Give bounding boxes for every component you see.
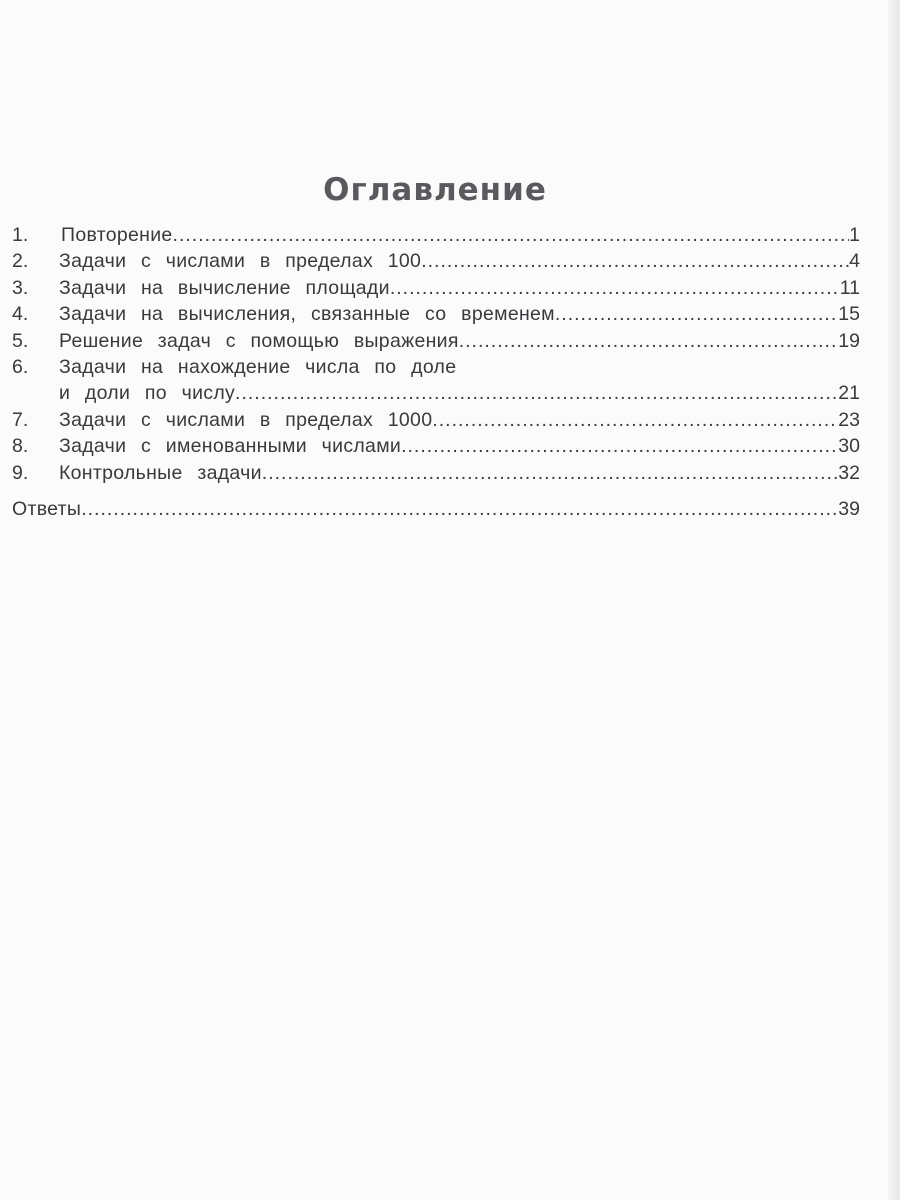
toc-entry-6-continued[interactable] bbox=[12, 380, 860, 406]
toc-entry-3[interactable] bbox=[12, 275, 860, 301]
toc-entry-1[interactable] bbox=[12, 222, 860, 248]
dot-leader bbox=[81, 496, 838, 522]
toc-entry-title: Контрольные задачи bbox=[59, 461, 262, 484]
toc-entry-page: 19 bbox=[838, 329, 860, 352]
toc-entry-page: 11 bbox=[839, 276, 860, 299]
dot-leader bbox=[432, 407, 838, 433]
toc-entry-number: 6. bbox=[12, 355, 29, 378]
dot-leader bbox=[459, 328, 839, 354]
toc-entry-page: 32 bbox=[838, 461, 860, 484]
page-edge bbox=[888, 0, 900, 1200]
toc-answers-title: Ответы bbox=[12, 497, 82, 520]
toc-entry-page: 4 bbox=[849, 250, 860, 273]
toc-entry-9[interactable] bbox=[12, 460, 860, 486]
toc-entry-5[interactable] bbox=[12, 328, 860, 354]
toc-entry-page: 15 bbox=[838, 303, 860, 326]
toc-entry-8[interactable] bbox=[12, 433, 860, 459]
toc-answers-page: 39 bbox=[838, 497, 860, 520]
toc-entry-page: 23 bbox=[838, 408, 860, 431]
page-title: Оглавление bbox=[323, 172, 547, 208]
toc-entry-title: Задачи с числами в пределах 1000 bbox=[59, 408, 433, 431]
toc-entry-title: Задачи с именованными числами bbox=[59, 435, 402, 458]
toc-entry-7[interactable] bbox=[12, 407, 860, 433]
dot-leader bbox=[401, 433, 838, 459]
toc-entry-page: 1 bbox=[849, 224, 860, 246]
toc-entry-number: 9. bbox=[12, 461, 29, 484]
dot-leader bbox=[390, 275, 840, 301]
table-of-contents bbox=[12, 222, 860, 522]
toc-entry-number: 5. bbox=[12, 329, 29, 352]
toc-entry-title: Задачи на нахождение числа по доле bbox=[59, 355, 457, 378]
dot-leader bbox=[173, 222, 850, 248]
toc-entry-number: 2. bbox=[12, 250, 29, 273]
toc-entry-title: Решение задач с помощью выражения bbox=[59, 329, 459, 352]
dot-leader bbox=[555, 301, 838, 327]
dot-leader bbox=[421, 248, 849, 274]
dot-leader bbox=[235, 380, 838, 406]
toc-entry-number: 4. bbox=[12, 303, 29, 326]
toc-entry-2[interactable] bbox=[12, 248, 860, 274]
toc-entry-number: 8. bbox=[12, 435, 29, 458]
toc-entry-page: 21 bbox=[838, 382, 860, 405]
toc-entry-number: 1. bbox=[12, 224, 29, 246]
toc-entry-4[interactable] bbox=[12, 301, 860, 327]
toc-entry-title: Задачи на вычисления, связанные со временем bbox=[59, 303, 555, 326]
toc-entry-title: Повторение bbox=[61, 224, 173, 246]
toc-entry-number: 3. bbox=[12, 276, 29, 299]
toc-entry-title: Задачи на вычисление площади bbox=[59, 276, 390, 299]
toc-entry-number: 7. bbox=[12, 408, 29, 431]
toc-entry-6[interactable] bbox=[12, 354, 860, 380]
toc-entry-answers[interactable] bbox=[12, 496, 860, 522]
toc-entry-title: Задачи с числами в пределах 100 bbox=[59, 250, 422, 273]
toc-entry-title-continued: и доли по числу bbox=[59, 382, 236, 405]
toc-entry-page: 30 bbox=[838, 435, 860, 458]
dot-leader bbox=[262, 460, 839, 486]
